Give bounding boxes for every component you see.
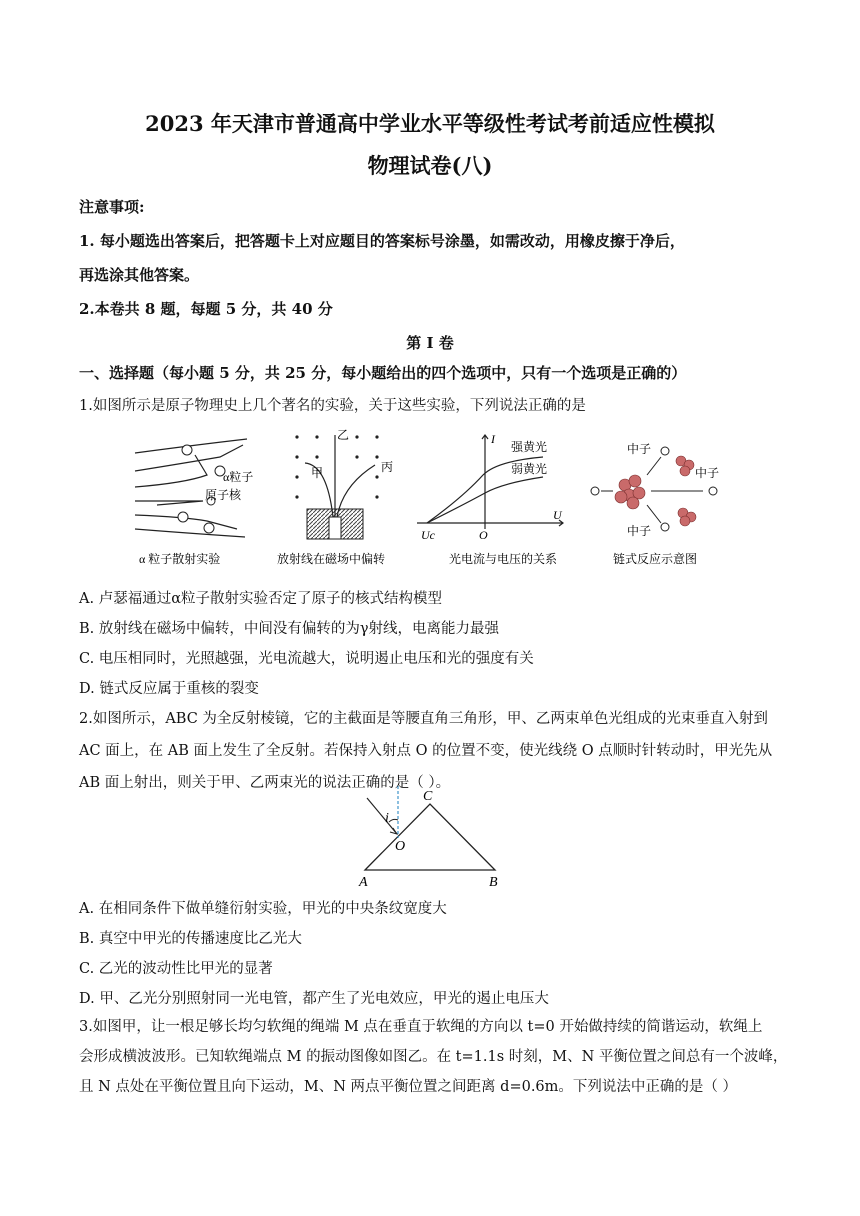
- q1-option-b: B. 放射线在磁场中偏转，中间没有偏转的为γ射线，电离能力最强: [79, 621, 500, 637]
- neutron-label-2: 中子: [695, 466, 720, 480]
- q2-option-a: A. 在相同条件下做单缝衍射实验，甲光的中央条纹宽度大: [79, 901, 447, 917]
- uc-label: Uc: [421, 528, 435, 542]
- prism-figure: [355, 782, 515, 890]
- alpha-particle-label: α粒子: [223, 470, 254, 484]
- ray-label-bing: 丙: [381, 460, 394, 474]
- q1-option-d: D. 链式反应属于重核的裂变: [79, 681, 259, 697]
- q2-stem-line-3: AB 面上射出，则关于甲、乙两束光的说法正确的是（ ）。: [79, 775, 451, 791]
- q2-option-d: D. 甲、乙光分别照射同一光电管，都产生了光电效应，甲光的遏止电压大: [79, 991, 549, 1007]
- vertex-c-label: C: [423, 789, 433, 804]
- radiation-field-caption: 放射线在磁场中偏转: [277, 552, 386, 566]
- photocurrent-figure: [413, 425, 573, 573]
- exam-title: 2023 年天津市普通高中学业水平等级性考试考前适应性模拟: [145, 111, 715, 136]
- notice-item-1-line-1: 1. 每小题选出答案后，把答题卡上对应题目的答案标号涂墨，如需改动，用橡皮擦于净后，: [79, 232, 685, 250]
- q1-option-c: C. 电压相同时，光照越强，光电流越大，说明遏止电压和光的强度有关: [79, 651, 534, 667]
- exam-subtitle: 物理试卷(八): [367, 153, 493, 178]
- angle-i-label: i: [385, 811, 389, 826]
- q3-stem-line-3: 且 N 点处在平衡位置且向下运动，M、N 两点平衡位置之间距离 d=0.6m。下列说法中正确的是（ ）: [79, 1079, 738, 1095]
- q3-stem-line-2: 会形成横波波形。已知软绳端点 M 的振动图像如图乙。在 t=1.1s 时刻，M、N 平衡位置之间总有一个波峰，: [79, 1049, 788, 1065]
- vertex-a-label: A: [359, 875, 368, 890]
- q2-stem-line-2: AC 面上，在 AB 面上发生了全反射。若保持入射点 O 的位置不变，使光线绕 O 点顺时针转动时，甲光先从: [79, 743, 773, 759]
- weak-light-label: 弱黄光: [511, 462, 548, 476]
- q3-stem-line-1: 3.如图甲，让一根足够长均匀软绳的绳端 M 点在垂直于软绳的方向以 t=0 开始做持续的简谐运动，软绳上: [79, 1019, 763, 1035]
- photocurrent-caption: 光电流与电压的关系: [449, 552, 558, 566]
- axis-i-label: I: [491, 432, 495, 446]
- point-o-label: O: [395, 839, 406, 854]
- origin-label: O: [479, 528, 488, 542]
- vertex-b-label: B: [489, 875, 498, 890]
- axis-u-label: U: [553, 508, 562, 522]
- nucleus-label: 原子核: [205, 488, 242, 502]
- alpha-scattering-caption: α 粒子散射实验: [139, 552, 221, 566]
- alpha-scattering-figure: [125, 425, 275, 573]
- strong-light-label: 强黄光: [511, 440, 548, 454]
- q2-option-c: C. 乙光的波动性比甲光的显著: [79, 961, 273, 977]
- neutron-label-3: 中子: [627, 524, 652, 538]
- radiation-field-figure: [277, 425, 407, 573]
- q1-figure-row: [125, 425, 725, 573]
- q2-stem-line-1: 2.如图所示，ABC 为全反射棱镜，它的主截面是等腰直角三角形，甲、乙两束单色光组成的光束垂直入射到: [79, 711, 768, 727]
- q2-option-b: B. 真空中甲光的传播速度比乙光大: [79, 931, 302, 947]
- notice-heading: 注意事项:: [79, 198, 145, 216]
- ray-label-yi: 乙: [337, 428, 350, 442]
- notice-item-1-line-2: 再选涂其他答案。: [79, 266, 200, 284]
- chain-reaction-caption: 链式反应示意图: [613, 552, 698, 566]
- section-heading: 一、选择题（每小题 5 分，共 25 分，每小题给出的四个选项中，只有一个选项是正确的）: [79, 364, 687, 382]
- notice-item-2: 2.本卷共 8 题，每题 5 分，共 40 分: [79, 300, 333, 318]
- neutron-label-1: 中子: [627, 442, 652, 456]
- q1-stem: 1.如图所示是原子物理史上几个著名的实验，关于这些实验，下列说法正确的是: [79, 398, 586, 414]
- chain-reaction-figure: [585, 425, 725, 573]
- ray-label-jia: 甲: [311, 466, 324, 480]
- q1-option-a: A. 卢瑟福通过α粒子散射实验否定了原子的核式结构模型: [79, 591, 442, 607]
- volume-label: 第 I 卷: [406, 334, 454, 352]
